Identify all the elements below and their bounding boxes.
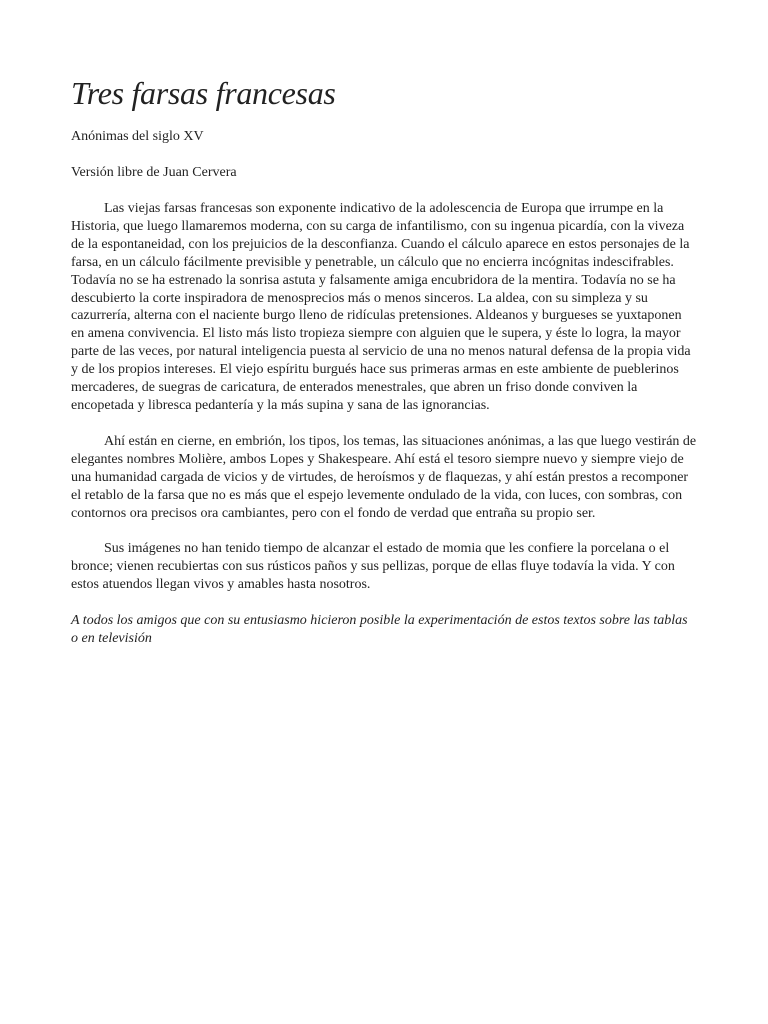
body-paragraph-2: Ahí están en cierne, en embrión, los tipos, los temas, las situaciones anónimas, a las que luego vestirán de elegantes nombres Molière, ambos Lopes y Shakespeare. Ahí está el tesoro siempre nuevo y siempre viejo de una humanidad cargada de vicios y de virtudes, de heroísmos y de flaquezas, y ahí están prestos a recomponer el retablo de la farsa que no es más que el espejo levemente ondulado de la vida, con luces, con sombras, con contornos ora precisos ora cambiantes, pero con el fondo de verdad que entraña su propio ser. (71, 433, 697, 521)
document-page (71, 74, 698, 648)
body-paragraph-1: Las viejas farsas francesas son exponente indicativo de la adolescencia de Europa que irrumpe en la Historia, que luego llamaremos moderna, con su carga de infantilismo, con su ingenua picardía, con la viveza de la espontaneidad, con los prejuicios de la desconfianza. Cuando el cálculo aparece en estos personajes de la farsa, en un cálculo fácilmente previsible y penetrable, un cálculo que no encierra incógnitas indescifrables. Todavía no se ha estrenado la sonrisa astuta y falsamente amiga encubridora de la mentira. Todavía no se ha descubierto la corte inspiradora de menosprecios más o menos sinceros. La aldea, con su simpleza y su cazurrería, alterna con el naciente burgo lleno de ridículas pretensiones. Aldeanos y burgueses se yuxtaponen en amena convivencia. El listo más listo tropieza siempre con alguien que le supera, y éste lo logra, la mayor parte de las veces, por natural inteligencia puesta al servicio de una no menos natural defensa de la propia vida y de los propios intereses. El viejo espíritu burgués hace sus primeras armas en este ambiente de pueblerinos mercaderes, de suegras de caricatura, de enterados menestrales, que abren un friso donde conviven la encopetada y libresca pedantería y la más supina y sana de las ignorancias. (71, 201, 691, 413)
dedication: A todos los amigos que con su entusiasmo hicieron posible la experimentación de estos textos sobre las tablas o en televisión (71, 613, 688, 647)
body-paragraph-3: Sus imágenes no han tenido tiempo de alcanzar el estado de momia que les confiere la porcelana o el bronce; vienen recubiertas con sus rústicos paños y sus pellizas, porque de ellas fluye todavía la vida. Y con estos atuendos llegan vivos y amables hasta nosotros. (71, 541, 675, 593)
document-title: Tres farsas francesas (71, 75, 336, 111)
document-version-credit: Versión libre de Juan Cervera (71, 165, 237, 180)
document-subtitle: Anónimas del siglo XV (71, 129, 204, 144)
